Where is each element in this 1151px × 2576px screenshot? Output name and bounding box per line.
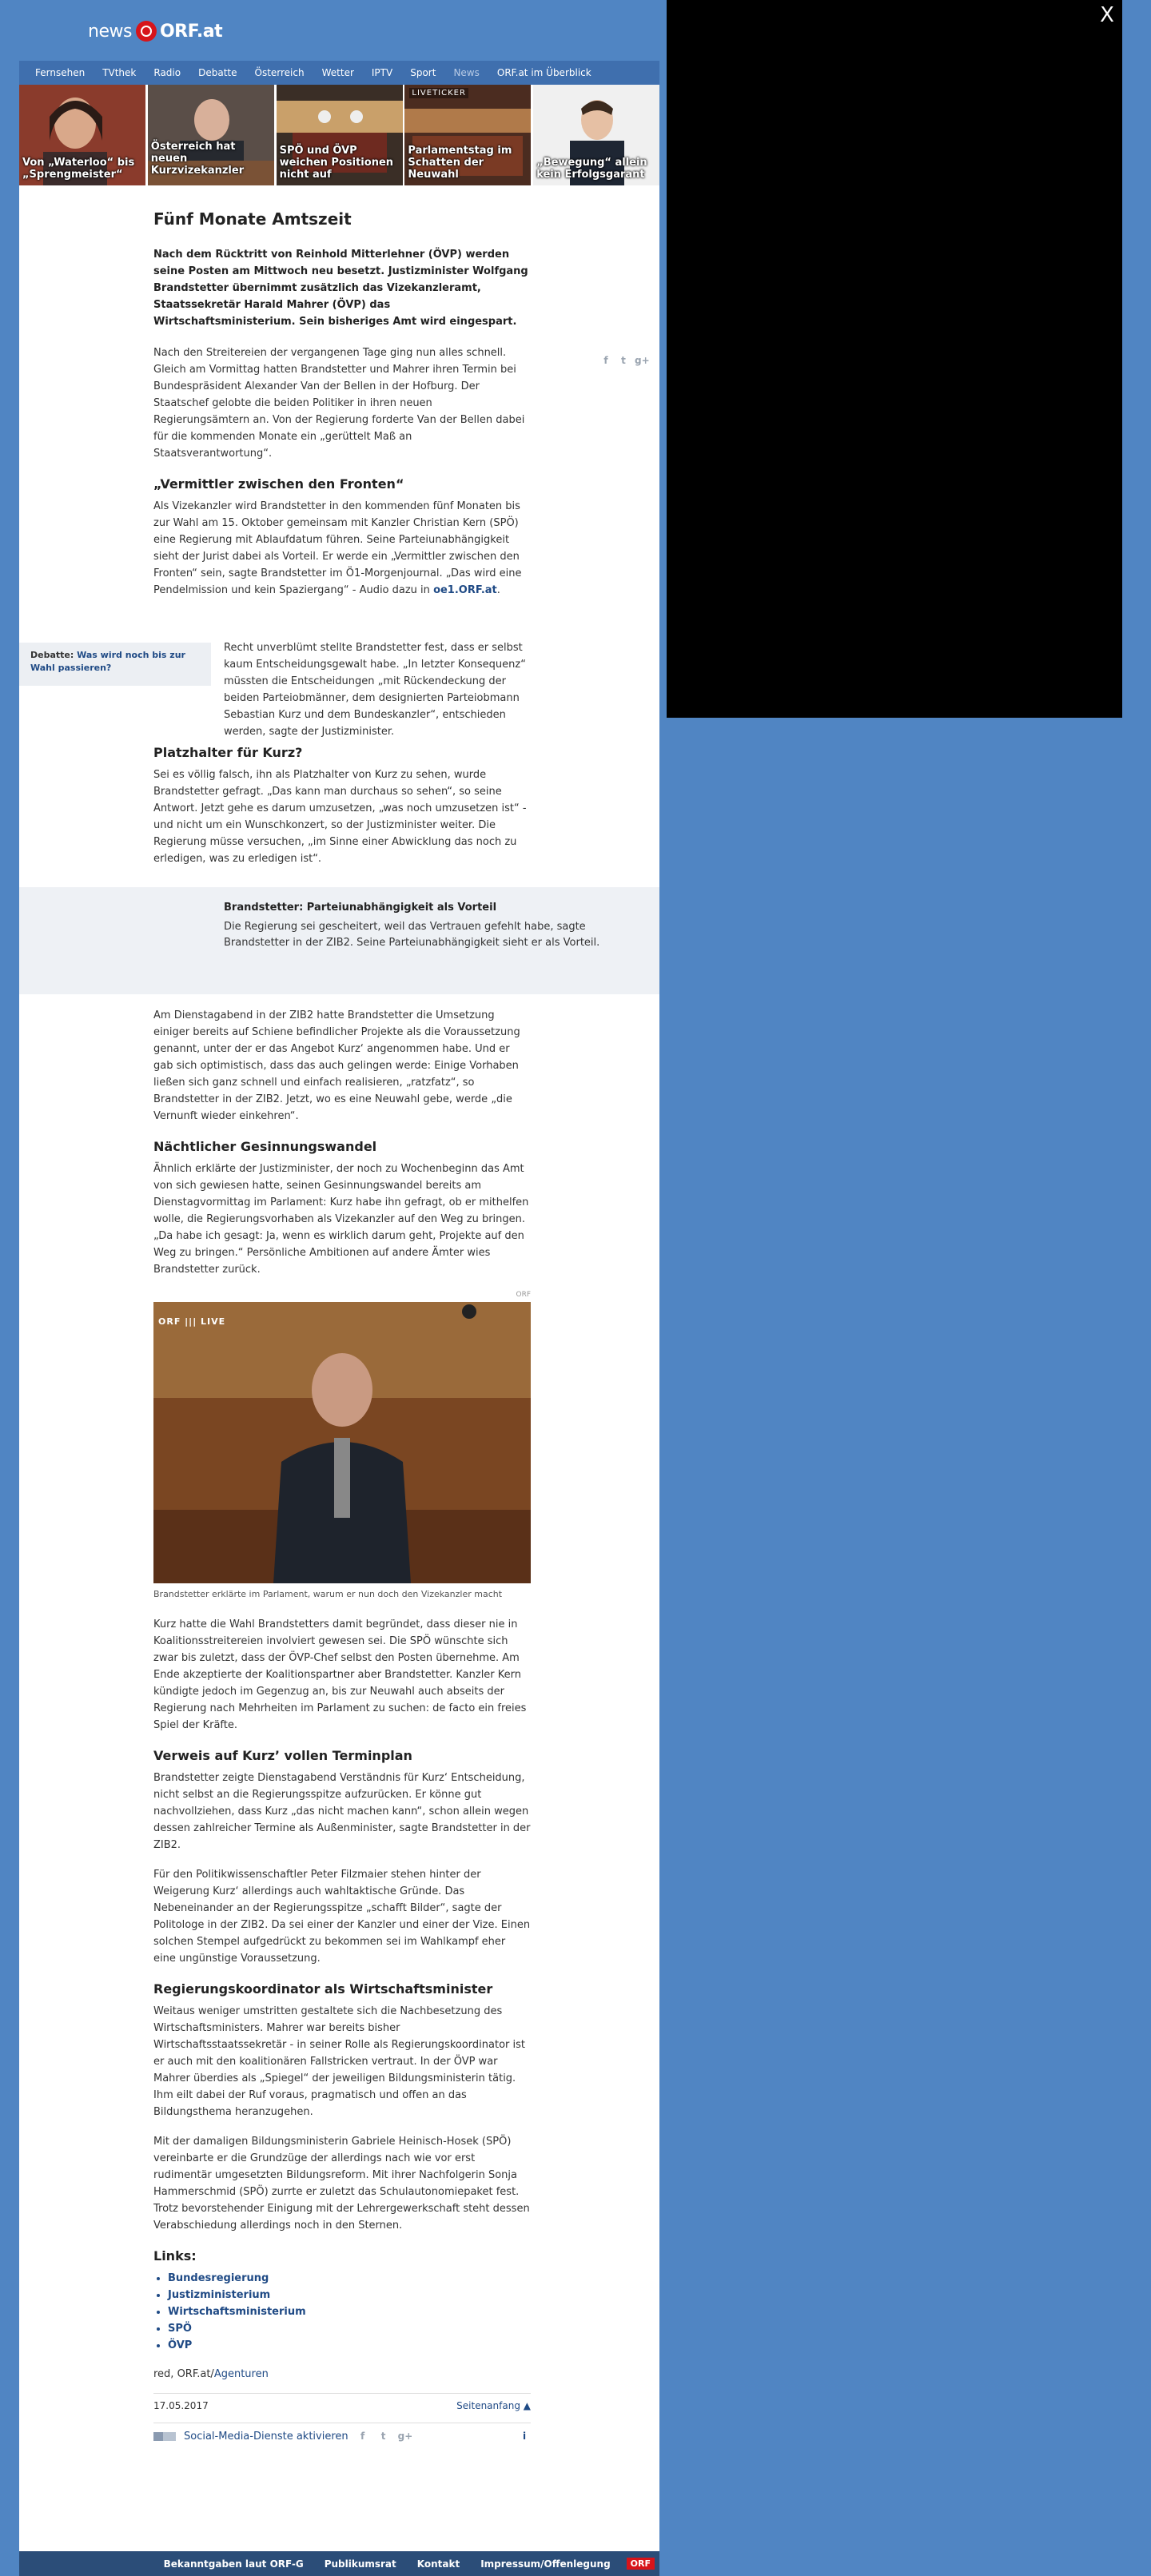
paragraph: Kurz hatte die Wahl Brandstetters damit begründet, dass dieser nie in Koalitionsstreitereien involviert gewesen sei. Die SPÖ wünschte sich zwar bis zuletzt, dass der ÖVP-Chef selbst den Posten übernehme. Am Ende akzeptierte der Koalitionspartner aber Brandstetter. Kanzler Kern kündigte jedoch im Gegenzug an, bis zur Neuwahl auch abseits der Regierung nach Mehrheiten im Parlament zu suchen: de facto ein freies Spiel der Kräfte. xyxy=(153,1618,527,1731)
googleplus-icon[interactable]: g+ xyxy=(635,355,650,366)
subheading: Regierungskoordinator als Wirtschaftsminister xyxy=(153,1981,493,1997)
page-content xyxy=(19,0,659,2551)
nav-item-ueberblick[interactable]: ORF.at im Überblick xyxy=(496,67,591,78)
footer-link-impressum[interactable]: Impressum/Offenlegung xyxy=(480,2558,611,2570)
teaser-caption: „Bewegung“ allein kein Erfolgsgarant xyxy=(536,157,647,181)
orf-footer-logo[interactable]: ORF xyxy=(627,2558,655,2570)
back-to-top-link[interactable]: Seitenanfang ▲ xyxy=(456,2400,531,2411)
source-prefix: red, ORF.at/ xyxy=(153,2368,214,2380)
nav-item-debatte[interactable]: Debatte xyxy=(198,67,237,78)
paragraph: Für den Politikwissenschaftler Peter Filzmaier stehen hinter der Weigerung Kurz‘ allerdings auch wahltaktische Gründe. Das Nebeneinander an der Regierungsspitze „schafft Bilder“, sagte der Politologe in der ZIB2. Da sei einer der Kanzler und einer der Vize. Einen solchen Stempel aufgedrückt zu bekommen sei im Wahlkampf eher eine ungünstige Voraussetzung. xyxy=(153,1869,531,1965)
article-photo xyxy=(153,1291,531,1583)
link-spoe[interactable]: • SPÖ xyxy=(168,2320,531,2337)
debatte-link[interactable]: Was wird noch bis zur Wahl passieren? xyxy=(30,650,185,673)
nav-item-fernsehen[interactable]: Fernsehen xyxy=(35,67,86,78)
date-bar xyxy=(153,2393,531,2411)
paragraph-text: Als Vizekanzler wird Brandstetter in den kommenden fünf Monaten bis zur Wahl am 15. Oktober gemeinsam mit Kanzler Christian Kern (SPÖ) eine Regierung mit Ablaufdatum führen. Seine Parteiunabhängigkeit sieht der Jurist dabei als Vorteil. Er werde ein „Vermittler zwischen den Fronten“ sein, sagte Brandstetter im Ö1-Morgenjournal. „Das wird eine Pendelmission und kein Spaziergang“ - Audio dazu in xyxy=(153,500,522,596)
publish-date: 17.05.2017 xyxy=(153,2400,209,2411)
article-body-continued xyxy=(224,639,531,753)
teaser-caption: Von „Waterloo“ bis „Sprengmeister“ xyxy=(22,157,135,181)
subheading: Nächtlicher Gesinnungswandel xyxy=(153,1139,377,1154)
teaser-card[interactable] xyxy=(404,85,531,185)
video-title: Brandstetter: Parteiunabhängigkeit als Vorteil xyxy=(224,902,497,914)
twitter-icon[interactable]: t xyxy=(380,2431,386,2442)
debatte-label: Debatte: xyxy=(30,650,74,660)
facebook-icon[interactable]: f xyxy=(360,2431,365,2442)
links-list xyxy=(153,2270,531,2354)
nav-item-sport[interactable]: Sport xyxy=(410,67,436,78)
debatte-box[interactable] xyxy=(19,643,211,686)
source-link[interactable]: Agenturen xyxy=(213,2368,269,2380)
article-lead: Nach dem Rücktritt von Reinhold Mitterlehner (ÖVP) werden seine Posten am Mittwoch neu besetzt. Justizminister Wolfgang Brandstetter übernimmt zusätzlich das Vizekanzleramt, Staatssekretär Harald Mahrer (ÖVP) das Wirtschaftsministerium. Sein bisheriges Amt wird eingespart. xyxy=(153,249,528,328)
nav-item-oesterreich[interactable]: Österreich xyxy=(254,67,305,78)
oe1-link[interactable]: oe1.ORF.at xyxy=(433,584,497,596)
paragraph: Mit der damaligen Bildungsministerin Gabriele Heinisch-Hosek (SPÖ) vereinbarte er die Grundzüge der allerdings nach wie vor erst rudimentär umgesetzten Bildungsreform. Mit ihrer Nachfolgerin Sonja Hammerschmid (SPÖ) zurrte er zuletzt das Schulautonomiepaket fest. Trotz bevorstehender Einigung mit der Lehrergewerkschaft steht dessen Verabschiedung allerdings noch in den Sternen. xyxy=(153,2136,530,2232)
nav-item-iptv[interactable]: IPTV xyxy=(371,67,393,78)
photo-image xyxy=(153,1302,531,1583)
photo-credit: ORF xyxy=(516,1291,531,1299)
paragraph: Nach den Streitereien der vergangenen Tage ging nun alles schnell. Gleich am Vormittag hatten Brandstetter und Mahrer ihren Termin bei Bundespräsident Alexander Van der Bellen in der Hofburg. Der Staatschef gelobte die beiden Politiker in ihren neuen Regierungsämtern an. Von der Regierung forderte Van der Bellen dabei für die kommenden Monate ein „gerüttelt Maß an Staatsverantwortung“. xyxy=(153,347,525,460)
link-wirtschaftsministerium[interactable]: • Wirtschaftsministerium xyxy=(168,2303,531,2320)
source-line xyxy=(153,2368,531,2380)
share-buttons-side xyxy=(599,354,650,367)
paragraph: Sei es völlig falsch, ihn als Platzhalter von Kurz zu sehen, wurde Brandstetter gefragt. „Das kann man durchaus so sehen“, so seine Antwort. Jetzt gehe es darum umzusetzen, „was noch umzusetzen ist“ - und nicht um ein Wunschkonzert, so der Justizminister weiter. Die Regierung müsse versuchen, „im Sinne einer Abwicklung das noch zu erledigen, was zu erledigen ist“. xyxy=(153,769,527,865)
link-oevp[interactable]: • ÖVP xyxy=(168,2337,531,2354)
teaser-caption: Parlamentstag im Schatten der Neuwahl xyxy=(408,145,512,181)
close-icon[interactable]: X xyxy=(1100,3,1114,27)
facebook-icon[interactable]: f xyxy=(603,355,608,366)
debatte-text xyxy=(30,649,198,675)
orf-live-badge: ORF ||| LIVE xyxy=(158,1316,226,1327)
nav-item-news[interactable]: News xyxy=(453,67,480,78)
teaser-card[interactable] xyxy=(277,85,403,185)
teaser-strip xyxy=(19,85,659,185)
nav-item-radio[interactable]: Radio xyxy=(153,67,181,78)
nav-item-wetter[interactable]: Wetter xyxy=(321,67,354,78)
logo-news-text: news xyxy=(88,21,132,42)
video-overlay[interactable] xyxy=(667,0,1122,718)
article-body xyxy=(153,209,531,611)
subheading: Verweis auf Kurz’ vollen Terminplan xyxy=(153,1748,412,1763)
social-bar xyxy=(153,2423,531,2443)
article-title: Fünf Monate Amtszeit xyxy=(153,209,352,229)
article-body-lower xyxy=(153,1007,531,2443)
twitter-icon[interactable]: t xyxy=(621,355,626,366)
links-title: Links: xyxy=(153,2248,197,2263)
teaser-caption: SPÖ und ÖVP weichen Positionen nicht auf xyxy=(279,145,394,181)
liveticker-tag: LIVETICKER xyxy=(409,88,468,98)
news-orf-logo[interactable] xyxy=(88,18,222,45)
paragraph: Als Vizekanzler wird Brandstetter in den kommenden fünf Monaten bis zur Wahl am 15. Oktober gemeinsam mit Kanzler Christian Kern (SPÖ) eine Regierung mit Ablaufdatum führen. Seine Parteiunabhängigkeit sieht der Jurist dabei als Vorteil. Er werde ein „Vermittler zwischen den Fronten“ sein, sagte Brandstetter im Ö1-Morgenjournal. „Das wird eine Pendelmission und kein Spaziergang“ - Audio dazu in oe1.ORF.at. xyxy=(153,500,522,596)
subheading: „Vermittler zwischen den Fronten“ xyxy=(153,476,404,492)
info-icon[interactable]: i xyxy=(522,2431,527,2442)
footer xyxy=(19,2551,659,2576)
teaser-caption: Österreich hat neuen Kurzvizekanzler xyxy=(150,141,245,177)
paragraph: Recht unverblümt stellte Brandstetter fest, dass er selbst kaum Entscheidungsgewalt habe. „In letzter Konsequenz“ müssten die Entscheidungen „mit Rückendeckung der beiden Parteiobmänner, dem designierten Parteiobmann Sebastian Kurz und dem Bundeskanzler“, entschieden werden, sagte der Justizminister. xyxy=(224,642,526,738)
subheading: Platzhalter für Kurz? xyxy=(153,745,303,760)
video-box[interactable] xyxy=(19,887,659,994)
footer-link-publikumsrat[interactable]: Publikumsrat xyxy=(324,2558,396,2570)
footer-link-bekanntgaben[interactable]: Bekanntgaben laut ORF-G xyxy=(163,2558,304,2570)
nav-item-tvthek[interactable]: TVthek xyxy=(102,67,137,78)
video-description: Die Regierung sei gescheitert, weil das Vertrauen gefehlt habe, sagte Brandstetter in der ZIB2. Seine Parteiunabhängigkeit sieht er als Vorteil. xyxy=(224,921,600,949)
social-toggle[interactable] xyxy=(153,2432,176,2441)
article-body-section xyxy=(153,745,531,880)
teaser-card[interactable] xyxy=(19,85,145,185)
paragraph: Ähnlich erklärte der Justizminister, der noch zu Wochenbeginn das Amt von sich gewiesen hatte, seinen Gesinnungswandel bereits am Dienstagvormittag im Parlament: Kurz habe ihn gefragt, ob er mithelfen wolle, die Regierungsvorhaben als Vizekanzler auf den Weg zu bringen. „Da habe ich gesagt: Ja, wenn es wirklich darum geht, Projekte auf den Weg zu bringen.“ Persönliche Ambitionen auf andere Ämter wies Brandstetter zurück. xyxy=(153,1163,529,1276)
paragraph: Am Dienstagabend in der ZIB2 hatte Brandstetter die Umsetzung einiger bereits auf Schiene befindlicher Projekte als die Voraussetzung genannt, unter der er das Angebot Kurz‘ angenommen habe. Und er gab sich optimistisch, dass das auch gelingen werde: Einige Vorhaben ließen sich ganz schnell und einfach realisieren, „ratzfatz“, so Brandstetter in der ZIB2. Jetzt, wo es eine Neuwahl gebe, werde „die Vernunft wieder einkehren“. xyxy=(153,1009,520,1122)
logo-orf-text: ORF.at xyxy=(159,21,223,42)
link-bundesregierung[interactable]: • Bundesregierung xyxy=(168,2270,531,2287)
paragraph: Weitaus weniger umstritten gestaltete sich die Nachbesetzung des Wirtschaftsministers. Mahrer war bereits bisher Wirtschaftsstaatssekretär - in seiner Rolle als Regierungskoordinator ist er auch mit den koalitionären Fallstricken vertraut. In der ÖVP war Mahrer überdies als „Spiegel“ der jeweiligen Bildungsministerin tätig. Ihm eilt dabei der Ruf voraus, pragmatisch und offen an das Bildungsthema heranzugehen. xyxy=(153,2005,526,2118)
footer-link-kontakt[interactable]: Kontakt xyxy=(416,2558,460,2570)
paragraph: Brandstetter zeigte Dienstagabend Verständnis für Kurz‘ Entscheidung, nicht selbst an die Regierungsspitze aufzurücken. Er könne gut nachvollziehen, dass Kurz „das nicht machen kann“, schon allein wegen dessen zahlreicher Termine als Außenminister, sagte Brandstetter in der ZIB2. xyxy=(153,1772,531,1851)
link-justizministerium[interactable]: • Justizministerium xyxy=(168,2287,531,2303)
googleplus-icon[interactable]: g+ xyxy=(397,2431,413,2442)
photo-caption: Brandstetter erklärte im Parlament, warum er nun doch den Vizekanzler macht xyxy=(153,1589,503,1599)
main-nav xyxy=(19,61,659,85)
social-activate-label[interactable]: Social-Media-Dienste aktivieren xyxy=(184,2430,348,2443)
orf-ring-icon xyxy=(136,21,157,42)
teaser-card[interactable] xyxy=(533,85,659,185)
header xyxy=(19,0,659,61)
teaser-card[interactable] xyxy=(148,85,274,185)
